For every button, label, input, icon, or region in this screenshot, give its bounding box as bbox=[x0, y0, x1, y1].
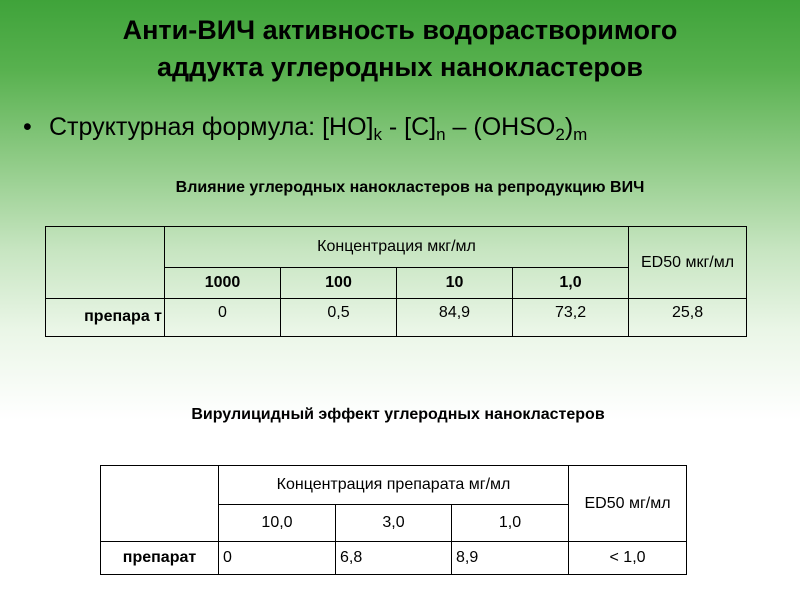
table1-cell: 0,5 bbox=[281, 299, 397, 337]
formula-part-close: ) bbox=[564, 113, 574, 141]
table1-row-label: препара т bbox=[46, 299, 165, 337]
table-row bbox=[46, 299, 747, 337]
table1-corner-cell bbox=[46, 227, 165, 299]
table1-caption: Влияние углеродных нанокластеров на репродукцию ВИЧ bbox=[175, 179, 645, 196]
table2-ed50-cell: < 1,0 bbox=[569, 542, 687, 575]
hiv-reproduction-table bbox=[45, 226, 747, 337]
bullet-icon: • bbox=[23, 113, 32, 141]
slide-title-line2: аддукта углеродных нанокластеров bbox=[157, 52, 643, 82]
slide-title bbox=[0, 12, 800, 86]
table1-col-header: 1000 bbox=[165, 268, 281, 299]
table1-concentration-header: Концентрация мкг/мл bbox=[165, 227, 629, 268]
table-row bbox=[101, 542, 687, 575]
table1-ed50-header: ED50 мкг/мл bbox=[629, 227, 747, 299]
formula-prefix: Структурная формула: [HO] bbox=[49, 113, 374, 141]
table1-col-header: 1,0 bbox=[513, 268, 629, 299]
table1-col-header: 100 bbox=[281, 268, 397, 299]
table2-corner-cell bbox=[101, 466, 219, 542]
formula-sub-n: n bbox=[436, 125, 446, 144]
table2-concentration-header: Концентрация препарата мг/мл bbox=[219, 466, 569, 505]
structural-formula bbox=[23, 112, 587, 142]
table2-cell: 6,8 bbox=[336, 542, 452, 575]
table2-col-header: 1,0 bbox=[452, 505, 569, 542]
formula-sub-2: 2 bbox=[555, 125, 565, 144]
virucidal-effect-table bbox=[100, 465, 687, 575]
table1-cell: 84,9 bbox=[397, 299, 513, 337]
slide-title-line1: Анти-ВИЧ активность водорастворимого bbox=[122, 15, 678, 45]
formula-sub-k: k bbox=[373, 125, 382, 144]
formula-part-ohso: – (OHSO bbox=[445, 113, 556, 141]
table2-col-header: 3,0 bbox=[336, 505, 452, 542]
table1-ed50-cell: 25,8 bbox=[629, 299, 747, 337]
table2-ed50-header: ED50 мг/мл bbox=[569, 466, 687, 542]
formula-sub-m: m bbox=[573, 125, 588, 144]
table2-caption: Вирулицидный эффект углеродных нанокластеров bbox=[191, 406, 605, 423]
table2-cell: 0 bbox=[219, 542, 336, 575]
table2-row-label: препарат bbox=[101, 542, 219, 575]
formula-part-c: - [C] bbox=[381, 113, 437, 141]
table2-col-header: 10,0 bbox=[219, 505, 336, 542]
table2-cell: 8,9 bbox=[452, 542, 569, 575]
table1-cell: 73,2 bbox=[513, 299, 629, 337]
table1-cell: 0 bbox=[165, 299, 281, 337]
table1-col-header: 10 bbox=[397, 268, 513, 299]
